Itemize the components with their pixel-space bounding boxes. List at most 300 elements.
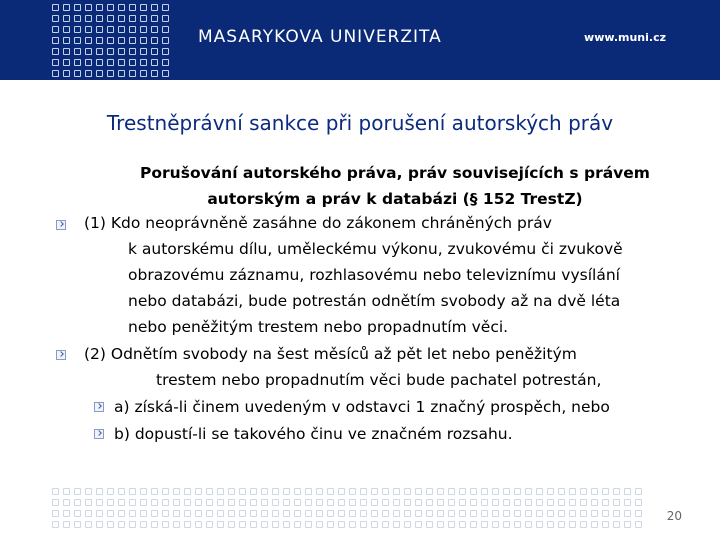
pattern-square: [327, 488, 334, 495]
pattern-square: [96, 4, 103, 11]
pattern-square: [327, 521, 334, 528]
pattern-square: [85, 15, 92, 22]
pattern-square: [52, 521, 59, 528]
pattern-square: [173, 510, 180, 517]
pattern-square: [580, 499, 587, 506]
pattern-square: [481, 499, 488, 506]
pattern-square: [96, 26, 103, 33]
pattern-square: [492, 510, 499, 517]
pattern-square: [635, 488, 642, 495]
pattern-square: [569, 510, 576, 517]
pattern-square: [327, 510, 334, 517]
pattern-square: [547, 510, 554, 517]
pattern-square: [404, 521, 411, 528]
pattern-square: [129, 510, 136, 517]
pattern-square: [74, 521, 81, 528]
pattern-square: [184, 510, 191, 517]
pattern-square: [162, 59, 169, 66]
pattern-square: [63, 15, 70, 22]
pattern-square: [294, 510, 301, 517]
pattern-square: [52, 15, 59, 22]
pattern-square: [393, 510, 400, 517]
pattern-square: [85, 499, 92, 506]
pattern-square: [371, 488, 378, 495]
pattern-square: [151, 37, 158, 44]
pattern-square: [107, 4, 114, 11]
pattern-square: [481, 510, 488, 517]
pattern-square: [250, 499, 257, 506]
paragraph-1-line: nebo databázi, bude potrestán odnětím svobody až na dvě léta: [128, 292, 621, 310]
pattern-square: [558, 499, 565, 506]
pattern-square: [525, 521, 532, 528]
pattern-square: [118, 488, 125, 495]
pattern-square: [118, 499, 125, 506]
pattern-square: [162, 510, 169, 517]
pattern-square: [217, 488, 224, 495]
paragraph-2-line: trestem nebo propadnutím věci bude pachatel potrestán,: [156, 371, 602, 389]
pattern-square: [96, 59, 103, 66]
pattern-square: [140, 510, 147, 517]
pattern-square: [52, 70, 59, 77]
pattern-square: [250, 521, 257, 528]
pattern-square: [470, 499, 477, 506]
bullet-icon: [56, 220, 66, 230]
pattern-square: [162, 15, 169, 22]
pattern-square: [404, 510, 411, 517]
pattern-square: [536, 510, 543, 517]
pattern-square: [85, 26, 92, 33]
pattern-square: [426, 521, 433, 528]
pattern-square: [129, 26, 136, 33]
pattern-square: [448, 488, 455, 495]
pattern-square: [624, 510, 631, 517]
pattern-square: [96, 15, 103, 22]
pattern-square: [393, 521, 400, 528]
pattern-square: [63, 521, 70, 528]
pattern-square: [448, 521, 455, 528]
pattern-square: [602, 510, 609, 517]
pattern-square: [283, 499, 290, 506]
pattern-square: [63, 70, 70, 77]
pattern-square: [129, 70, 136, 77]
pattern-square: [74, 499, 81, 506]
pattern-square: [272, 488, 279, 495]
pattern-square: [426, 510, 433, 517]
pattern-square: [118, 37, 125, 44]
pattern-square: [536, 499, 543, 506]
pattern-square: [96, 37, 103, 44]
pattern-square: [162, 37, 169, 44]
pattern-square: [129, 15, 136, 22]
pattern-square: [503, 488, 510, 495]
paragraph-2-line: (2) Odnětím svobody na šest měsíců až pět let nebo peněžitým: [84, 345, 577, 363]
pattern-square: [173, 499, 180, 506]
pattern-square: [118, 521, 125, 528]
pattern-square: [602, 521, 609, 528]
pattern-square: [151, 488, 158, 495]
pattern-square: [426, 499, 433, 506]
pattern-square: [305, 510, 312, 517]
pattern-square: [349, 488, 356, 495]
pattern-square: [481, 521, 488, 528]
pattern-square: [338, 499, 345, 506]
pattern-square: [206, 521, 213, 528]
pattern-square: [261, 499, 268, 506]
pattern-square: [305, 499, 312, 506]
pattern-square: [503, 499, 510, 506]
pattern-square: [162, 4, 169, 11]
pattern-square: [162, 488, 169, 495]
pattern-square: [239, 521, 246, 528]
pattern-square: [140, 26, 147, 33]
pattern-square: [459, 521, 466, 528]
pattern-square: [272, 510, 279, 517]
pattern-square: [459, 488, 466, 495]
pattern-square: [316, 510, 323, 517]
pattern-square: [228, 499, 235, 506]
pattern-square: [151, 26, 158, 33]
pattern-square: [63, 59, 70, 66]
logo-square-pattern: [52, 4, 172, 78]
pattern-square: [107, 70, 114, 77]
pattern-square: [140, 70, 147, 77]
sub-item-b: b) dopustí-li se takového činu ve značném rozsahu.: [114, 425, 513, 443]
pattern-square: [415, 499, 422, 506]
pattern-square: [514, 488, 521, 495]
pattern-square: [140, 4, 147, 11]
university-name: MASARYKOVA UNIVERZITA: [198, 27, 442, 47]
pattern-square: [140, 59, 147, 66]
pattern-square: [558, 521, 565, 528]
pattern-square: [96, 510, 103, 517]
pattern-square: [349, 510, 356, 517]
pattern-square: [74, 48, 81, 55]
pattern-square: [613, 521, 620, 528]
pattern-square: [591, 521, 598, 528]
pattern-square: [635, 499, 642, 506]
pattern-square: [547, 488, 554, 495]
pattern-square: [371, 499, 378, 506]
pattern-square: [437, 521, 444, 528]
pattern-square: [118, 48, 125, 55]
pattern-square: [492, 488, 499, 495]
pattern-square: [107, 59, 114, 66]
pattern-square: [107, 15, 114, 22]
pattern-square: [547, 521, 554, 528]
pattern-square: [228, 510, 235, 517]
pattern-square: [129, 488, 136, 495]
pattern-square: [118, 4, 125, 11]
pattern-square: [63, 510, 70, 517]
pattern-square: [470, 521, 477, 528]
pattern-square: [96, 521, 103, 528]
pattern-square: [63, 37, 70, 44]
pattern-square: [162, 48, 169, 55]
pattern-square: [140, 488, 147, 495]
pattern-square: [217, 499, 224, 506]
footer-square-pattern: [52, 488, 652, 540]
pattern-square: [107, 48, 114, 55]
pattern-square: [151, 499, 158, 506]
pattern-square: [371, 510, 378, 517]
pattern-square: [503, 510, 510, 517]
pattern-square: [118, 15, 125, 22]
pattern-square: [52, 488, 59, 495]
pattern-square: [63, 488, 70, 495]
pattern-square: [63, 26, 70, 33]
pattern-square: [591, 510, 598, 517]
pattern-square: [129, 37, 136, 44]
slide-subtitle: [100, 160, 690, 212]
pattern-square: [492, 521, 499, 528]
pattern-square: [195, 510, 202, 517]
pattern-square: [195, 521, 202, 528]
pattern-square: [184, 499, 191, 506]
pattern-square: [525, 510, 532, 517]
pattern-square: [448, 499, 455, 506]
pattern-square: [613, 499, 620, 506]
pattern-square: [140, 521, 147, 528]
pattern-square: [52, 510, 59, 517]
pattern-square: [338, 521, 345, 528]
pattern-square: [52, 48, 59, 55]
pattern-square: [514, 510, 521, 517]
sub-item-a: a) získá-li činem uvedeným v odstavci 1 značný prospěch, nebo: [114, 398, 610, 416]
pattern-square: [294, 499, 301, 506]
header-bar: [0, 0, 720, 80]
paragraph-1-line: nebo peněžitým trestem nebo propadnutím věci.: [128, 318, 509, 336]
pattern-square: [85, 488, 92, 495]
pattern-square: [118, 26, 125, 33]
pattern-square: [437, 499, 444, 506]
pattern-square: [74, 4, 81, 11]
pattern-square: [569, 521, 576, 528]
pattern-square: [129, 521, 136, 528]
pattern-square: [613, 510, 620, 517]
pattern-square: [305, 521, 312, 528]
pattern-square: [547, 499, 554, 506]
pattern-square: [371, 521, 378, 528]
pattern-square: [602, 488, 609, 495]
pattern-square: [525, 499, 532, 506]
pattern-square: [283, 488, 290, 495]
pattern-square: [52, 59, 59, 66]
pattern-square: [349, 499, 356, 506]
pattern-square: [162, 521, 169, 528]
pattern-square: [140, 48, 147, 55]
pattern-square: [470, 488, 477, 495]
subtitle-line: Porušování autorského práva, práv souvisejících s právem: [140, 164, 650, 182]
pattern-square: [382, 521, 389, 528]
pattern-square: [107, 488, 114, 495]
pattern-square: [316, 488, 323, 495]
bullet-icon: [56, 350, 66, 360]
pattern-square: [437, 510, 444, 517]
pattern-square: [459, 499, 466, 506]
pattern-square: [228, 521, 235, 528]
pattern-square: [74, 510, 81, 517]
pattern-square: [536, 488, 543, 495]
slide-title: Trestněprávní sankce při porušení autorských práv: [106, 111, 614, 135]
pattern-square: [613, 488, 620, 495]
pattern-square: [151, 510, 158, 517]
pattern-square: [52, 4, 59, 11]
pattern-square: [151, 70, 158, 77]
pattern-square: [96, 499, 103, 506]
subtitle-line: autorským a práv k databázi (§ 152 TrestZ): [207, 190, 583, 208]
pattern-square: [74, 26, 81, 33]
pattern-square: [536, 521, 543, 528]
pattern-square: [228, 488, 235, 495]
pattern-square: [140, 499, 147, 506]
pattern-square: [283, 521, 290, 528]
pattern-square: [360, 499, 367, 506]
pattern-square: [470, 510, 477, 517]
pattern-square: [85, 48, 92, 55]
paragraph-1-line: obrazovému záznamu, rozhlasovému nebo televiznímu vysílání: [128, 266, 620, 284]
pattern-square: [382, 488, 389, 495]
pattern-square: [448, 510, 455, 517]
pattern-square: [382, 499, 389, 506]
pattern-square: [85, 4, 92, 11]
pattern-square: [580, 521, 587, 528]
pattern-square: [492, 499, 499, 506]
pattern-square: [74, 37, 81, 44]
pattern-square: [118, 510, 125, 517]
pattern-square: [151, 521, 158, 528]
pattern-square: [272, 521, 279, 528]
pattern-square: [63, 48, 70, 55]
pattern-square: [591, 488, 598, 495]
pattern-square: [261, 488, 268, 495]
pattern-square: [74, 15, 81, 22]
pattern-square: [162, 70, 169, 77]
pattern-square: [382, 510, 389, 517]
pattern-square: [195, 499, 202, 506]
pattern-square: [96, 48, 103, 55]
pattern-square: [338, 510, 345, 517]
pattern-square: [514, 521, 521, 528]
pattern-square: [580, 510, 587, 517]
pattern-square: [129, 48, 136, 55]
pattern-square: [217, 521, 224, 528]
pattern-square: [272, 499, 279, 506]
pattern-square: [129, 4, 136, 11]
pattern-square: [250, 488, 257, 495]
pattern-square: [85, 521, 92, 528]
pattern-square: [569, 499, 576, 506]
pattern-square: [74, 59, 81, 66]
pattern-square: [74, 70, 81, 77]
pattern-square: [96, 488, 103, 495]
pattern-square: [525, 488, 532, 495]
pattern-square: [239, 499, 246, 506]
sub-bullet-icon: [94, 402, 104, 412]
pattern-square: [96, 70, 103, 77]
pattern-square: [118, 59, 125, 66]
pattern-square: [514, 499, 521, 506]
pattern-square: [151, 4, 158, 11]
pattern-square: [261, 510, 268, 517]
pattern-square: [591, 499, 598, 506]
pattern-square: [184, 488, 191, 495]
pattern-square: [360, 510, 367, 517]
pattern-square: [404, 488, 411, 495]
pattern-square: [52, 499, 59, 506]
pattern-square: [327, 499, 334, 506]
pattern-square: [624, 521, 631, 528]
pattern-square: [393, 488, 400, 495]
pattern-square: [415, 521, 422, 528]
pattern-square: [162, 26, 169, 33]
pattern-square: [107, 26, 114, 33]
pattern-square: [118, 70, 125, 77]
pattern-square: [173, 521, 180, 528]
pattern-square: [360, 488, 367, 495]
pattern-square: [140, 37, 147, 44]
page-number: 20: [666, 509, 682, 523]
pattern-square: [624, 499, 631, 506]
pattern-square: [481, 488, 488, 495]
pattern-square: [283, 510, 290, 517]
pattern-square: [261, 521, 268, 528]
pattern-square: [162, 499, 169, 506]
pattern-square: [316, 521, 323, 528]
pattern-square: [85, 37, 92, 44]
pattern-square: [404, 499, 411, 506]
paragraph-1-line: (1) Kdo neoprávněně zasáhne do zákonem chráněných práv: [84, 214, 552, 232]
pattern-square: [173, 488, 180, 495]
pattern-square: [52, 26, 59, 33]
pattern-square: [624, 488, 631, 495]
pattern-square: [316, 499, 323, 506]
pattern-square: [635, 510, 642, 517]
pattern-square: [635, 521, 642, 528]
pattern-square: [85, 59, 92, 66]
pattern-square: [250, 510, 257, 517]
pattern-square: [415, 510, 422, 517]
pattern-square: [74, 488, 81, 495]
pattern-square: [415, 488, 422, 495]
pattern-square: [85, 70, 92, 77]
pattern-square: [206, 488, 213, 495]
pattern-square: [602, 499, 609, 506]
pattern-square: [217, 510, 224, 517]
pattern-square: [360, 521, 367, 528]
pattern-square: [459, 510, 466, 517]
pattern-square: [349, 521, 356, 528]
pattern-square: [305, 488, 312, 495]
pattern-square: [558, 488, 565, 495]
pattern-square: [580, 488, 587, 495]
pattern-square: [206, 499, 213, 506]
pattern-square: [239, 488, 246, 495]
pattern-square: [558, 510, 565, 517]
paragraph-1-line: k autorskému dílu, uměleckému výkonu, zvukovému či zvukově: [128, 240, 623, 258]
pattern-square: [503, 521, 510, 528]
pattern-square: [151, 59, 158, 66]
pattern-square: [151, 15, 158, 22]
pattern-square: [52, 37, 59, 44]
website-url[interactable]: www.muni.cz: [584, 31, 666, 44]
pattern-square: [195, 488, 202, 495]
pattern-square: [294, 521, 301, 528]
pattern-square: [63, 4, 70, 11]
pattern-square: [206, 510, 213, 517]
pattern-square: [107, 521, 114, 528]
pattern-square: [107, 510, 114, 517]
pattern-square: [85, 510, 92, 517]
